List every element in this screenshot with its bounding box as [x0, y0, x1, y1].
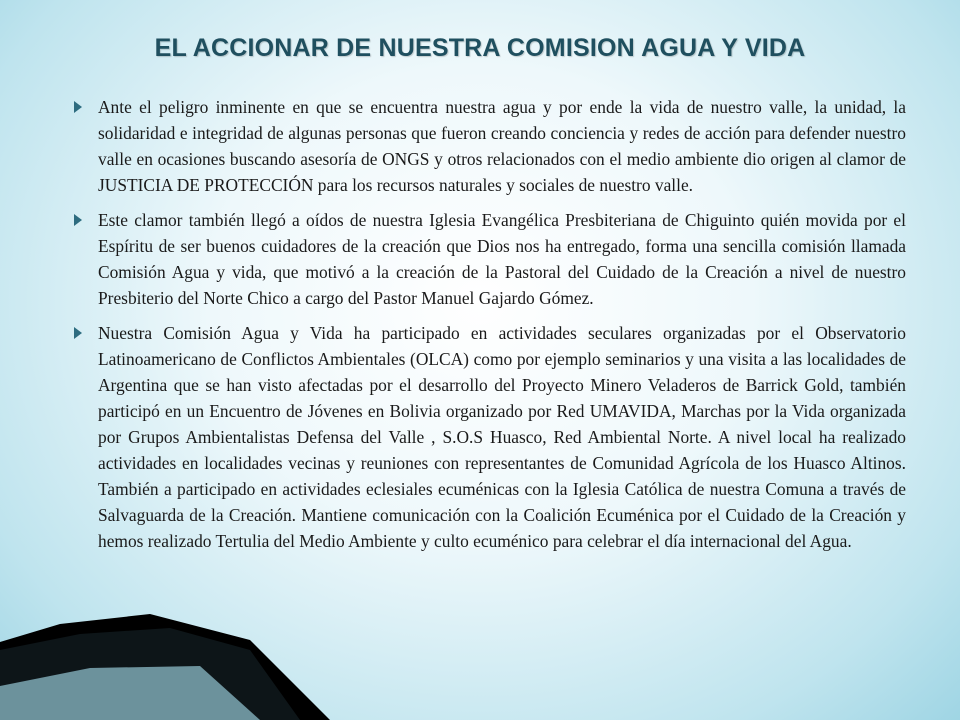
slide-title: EL ACCIONAR DE NUESTRA COMISION AGUA Y VIDA	[154, 34, 806, 62]
paragraph-1	[72, 94, 906, 198]
paragraph-2	[72, 207, 906, 311]
paragraph-2-text: Este clamor también llegó a oídos de nuestra Iglesia Evangélica Presbiteriana de Chiguinto quién movida por el Espíritu de ser buenos cuidadores de la creación que Dios nos ha entregado, forma una sencilla comisión llamada Comisión Agua y vida, que motivó a la creación de la Pastoral del Cuidado de la Creación a nivel de nuestro Presbiterio del Norte Chico a cargo del Pastor Manuel Gajardo Gómez.	[98, 210, 906, 308]
triangle-right-icon	[72, 214, 83, 226]
slide-content	[72, 94, 906, 563]
paragraph-3	[72, 320, 906, 554]
paragraph-1-text: Ante el peligro inminente en que se encuentra nuestra agua y por ende la vida de nuestro valle, la unidad, la solidaridad e integridad de algunas personas que fueron creando conciencia y redes de acción para defender nuestro valle en ocasiones buscando asesoría de ONGS y otros relacionados con el medio ambiente dio origen al clamor de JUSTICIA DE PROTECCIÓN para los recursos naturales y sociales de nuestro valle.	[98, 97, 906, 195]
paragraph-3-text: Nuestra Comisión Agua y Vida ha participado en actividades seculares organizadas por el Observatorio Latinoamericano de Conflictos Ambientales (OLCA) como por ejemplo seminarios y una visita a las localidades de Argentina que se han visto afectadas por el desarrollo del Proyecto Minero Veladeros de Barrick Gold, también participó en un Encuentro de Jóvenes en Bolivia organizado por Red UMAVIDA, Marchas por la Vida organizada por Grupos Ambientalistas Defensa del Valle , S.O.S Huasco, Red Ambiental Norte. A nivel local ha realizado actividades en localidades vecinas y reuniones con representantes de Comunidad Agrícola de los Huasco Altinos. También a participado en actividades eclesiales ecuménicas con la Iglesia Católica de nuestra Comuna a través de Salvaguarda de la Creación. Mantiene comunicación con la Coalición Ecuménica por el Cuidado de la Creación y hemos realizado Tertulia del Medio Ambiente y culto ecuménico para celebrar el día internacional del Agua.	[98, 323, 906, 551]
triangle-right-icon	[72, 327, 83, 339]
triangle-right-icon	[72, 101, 83, 113]
